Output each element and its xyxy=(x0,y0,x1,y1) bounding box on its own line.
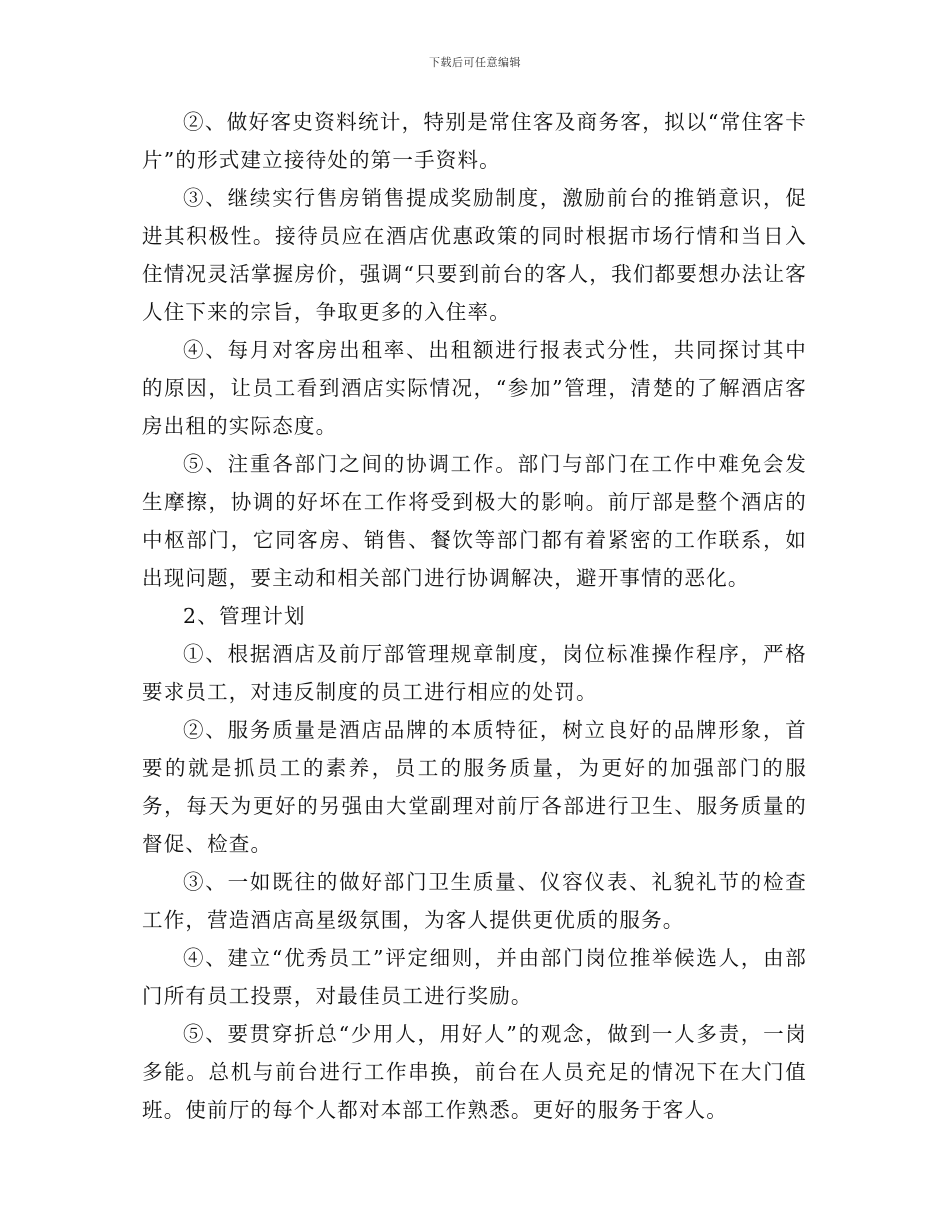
page-header: 下载后可任意编辑 xyxy=(429,56,521,69)
paragraph-sales-incentive: ③、继续实行售房销售提成奖励制度，激励前台的推销意识，促进其积极性。接待员应在酒店优惠政策的同时根据市场行情和当日入住情况灵活掌握房价，强调“只要到前台的客人，我们都要想办法让客人住下来的宗旨，争取更多的入住率。 xyxy=(142,186,807,324)
paragraph-guest-history: ②、做好客史资料统计，特别是常住客及商务客，拟以“常住客卡片”的形式建立接待处的第一手资料。 xyxy=(142,110,807,172)
paragraph-hygiene-etiquette: ③、一如既往的做好部门卫生质量、仪容仪表、礼貌礼节的检查工作，营造酒店高星级氛围，为客人提供更优质的服务。 xyxy=(142,870,807,932)
paragraph-multi-skill: ⑤、要贯穿折总“少用人，用好人”的观念，做到一人多责，一岗多能。总机与前台进行工作串换，前台在人员充足的情况下在大门值班。使前厅的每个人都对本部工作熟悉。更好的服务于客人。 xyxy=(142,1022,807,1122)
paragraph-rules-enforcement: ①、根据酒店及前厅部管理规章制度，岗位标准操作程序，严格要求员工，对违反制度的员工进行相应的处罚。 xyxy=(142,642,807,704)
section-heading-management-plan: 2、管理计划 xyxy=(183,604,306,628)
paragraph-service-quality: ②、服务质量是酒店品牌的本质特征，树立良好的品牌形象，首要的就是抓员工的素养，员工的服务质量，为更好的加强部门的服务，每天为更好的另强由大堂副理对前厅各部进行卫生、服务质量的督促、检查。 xyxy=(142,718,807,856)
paragraph-outstanding-employee: ④、建立“优秀员工”评定细则，并由部门岗位推举候选人，由部门所有员工投票，对最佳员工进行奖励。 xyxy=(142,946,807,1008)
document-body xyxy=(142,103,807,1129)
paragraph-occupancy-report: ④、每月对客房出租率、出租额进行报表式分性，共同探讨其中的原因，让员工看到酒店实际情况，“参加”管理，清楚的了解酒店客房出租的实际态度。 xyxy=(142,338,807,438)
paragraph-department-coordination: ⑤、注重各部门之间的协调工作。部门与部门在工作中难免会发生摩擦，协调的好坏在工作将受到极大的影响。前厅部是整个酒店的中枢部门，它同客房、销售、餐饮等部门都有着紧密的工作联系，如出现问题，要主动和相关部门进行协调解决，避开事情的恶化。 xyxy=(142,452,807,590)
